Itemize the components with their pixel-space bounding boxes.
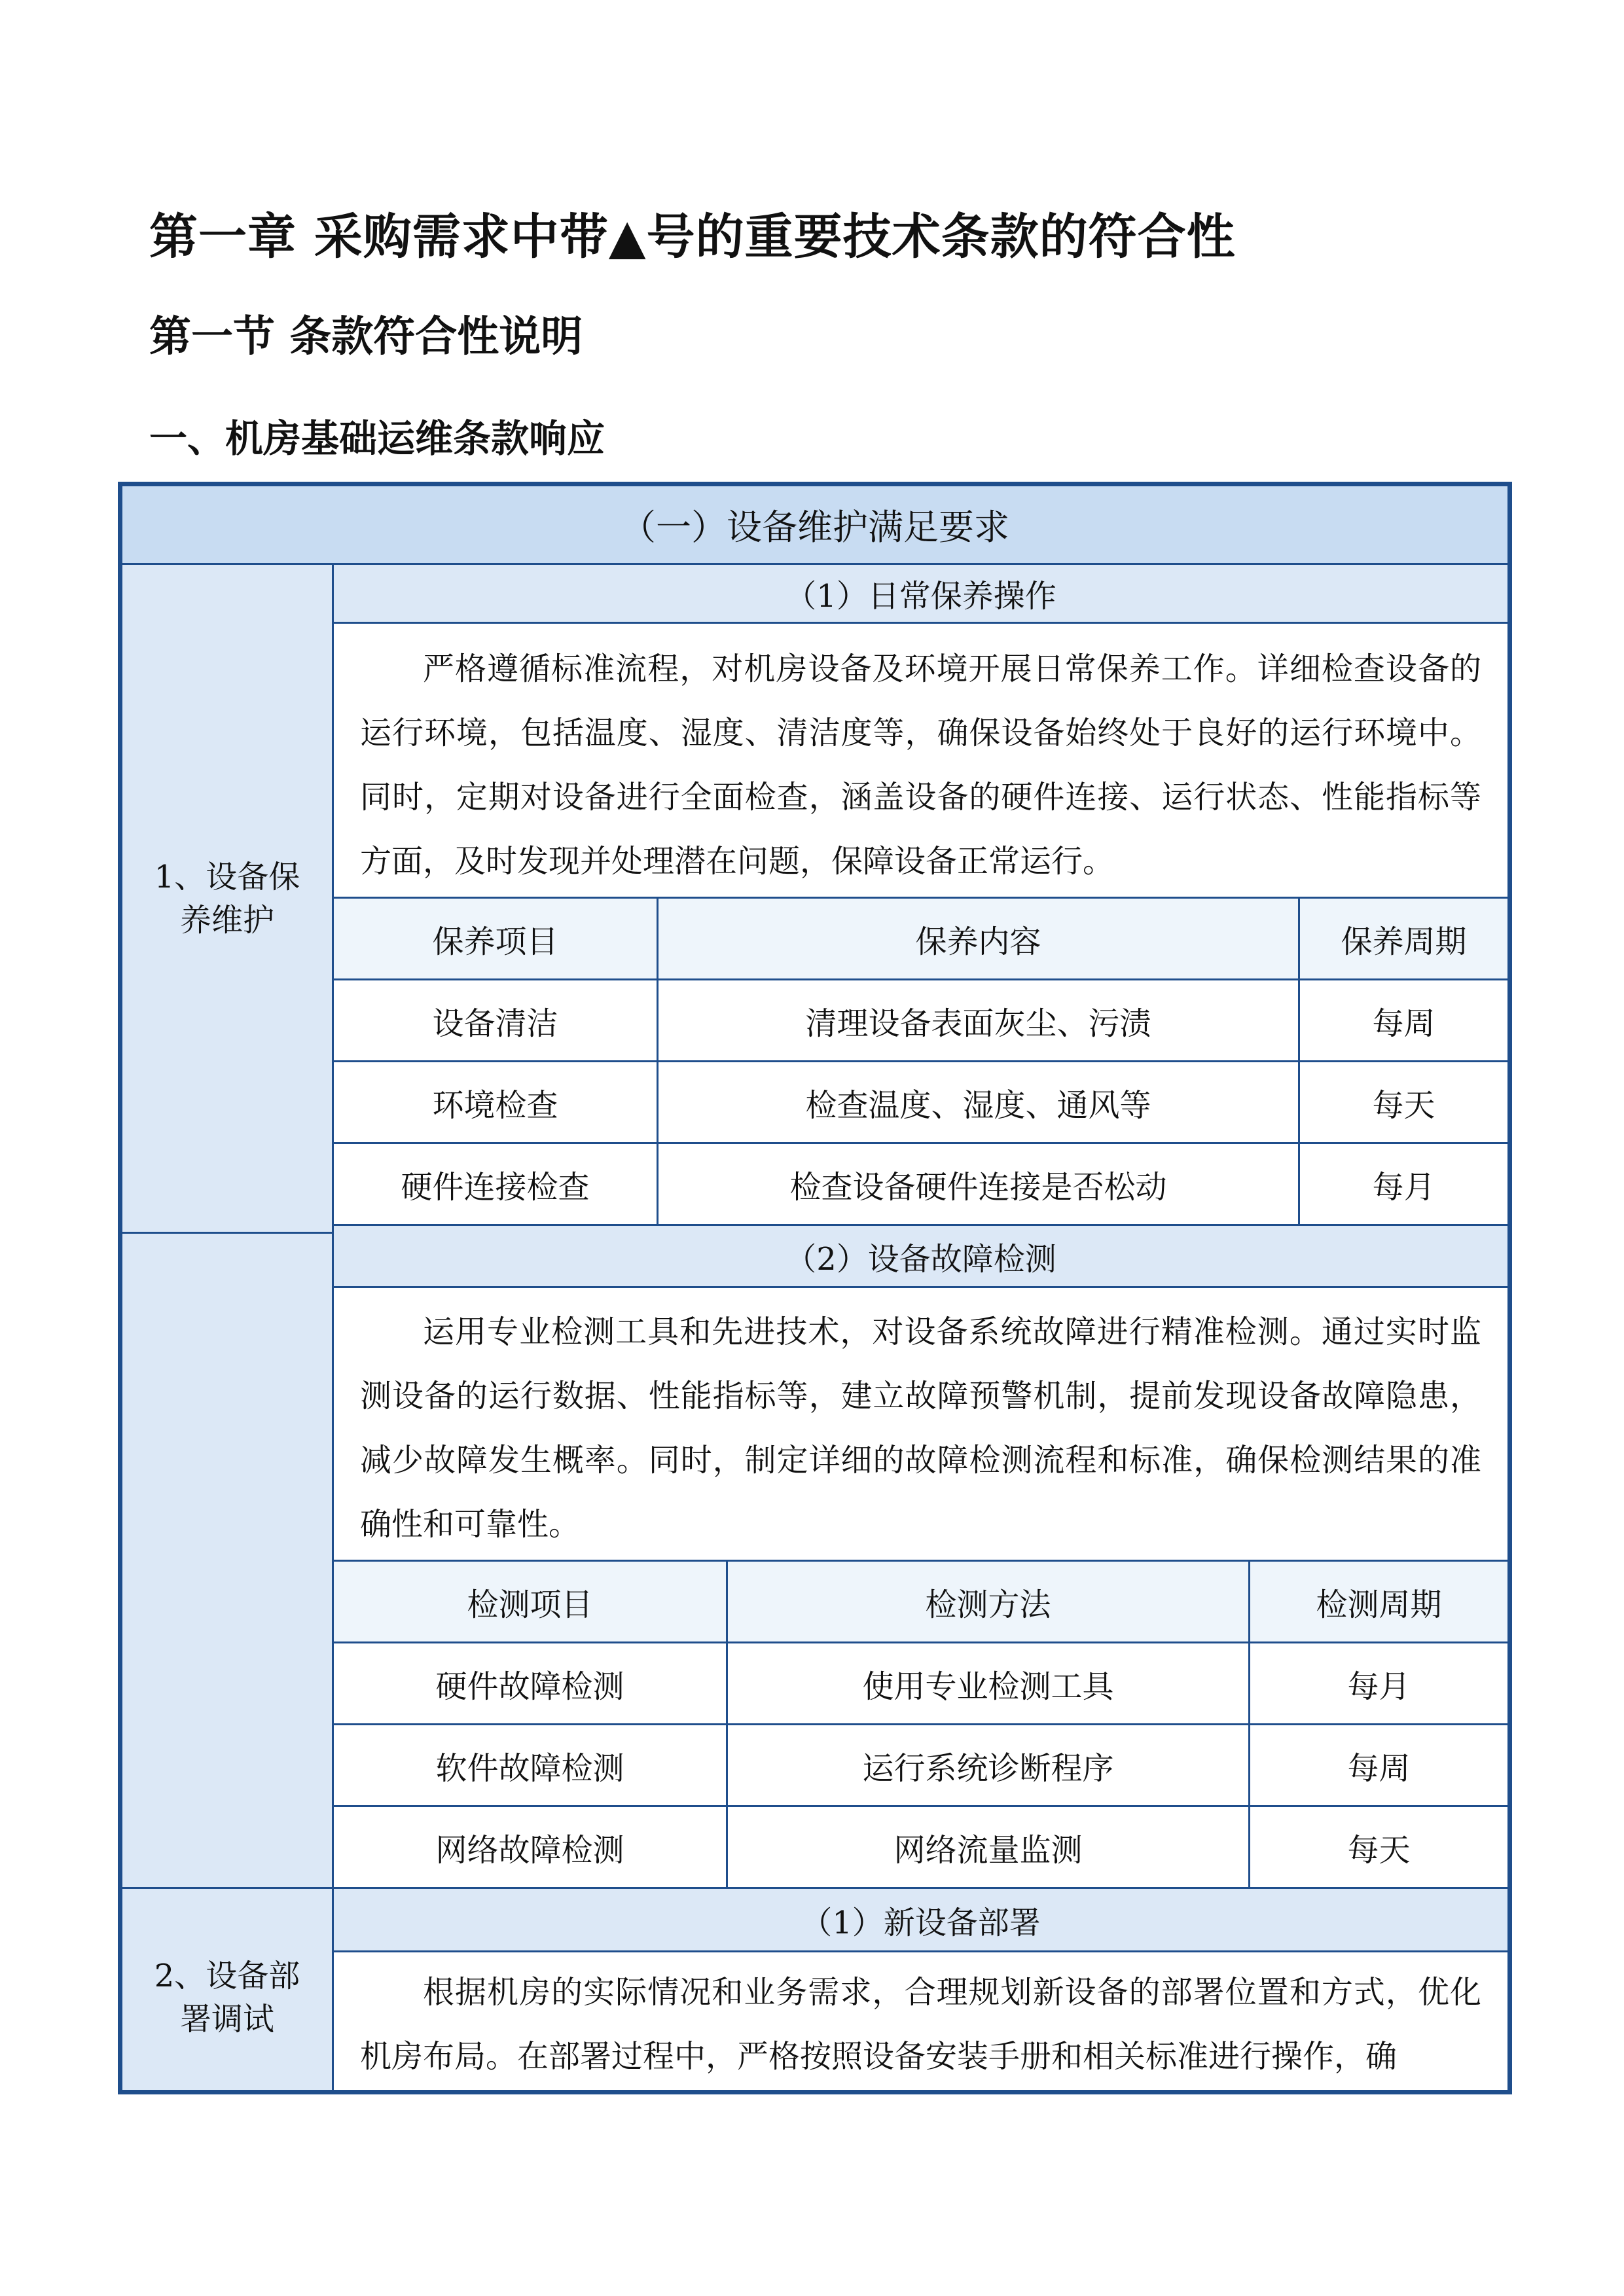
table-cell: 每天 xyxy=(1250,1807,1507,1889)
table-cell: 每周 xyxy=(1250,1725,1507,1807)
column-header: 检测项目 xyxy=(334,1562,728,1643)
table-cell: 环境检查 xyxy=(334,1062,659,1144)
group-label-line: 署调试 xyxy=(179,2001,274,2037)
column-header: 保养项目 xyxy=(334,899,659,980)
column-header: 保养内容 xyxy=(659,899,1300,980)
table-cell: 使用专业检测工具 xyxy=(728,1643,1250,1725)
subsection-title: （1）日常保养操作 xyxy=(334,565,1507,624)
column-header: 检测方法 xyxy=(728,1562,1250,1643)
table-cell: 每月 xyxy=(1300,1144,1507,1226)
group-label-fill xyxy=(122,1234,334,1889)
subsection-title: （1）新设备部署 xyxy=(334,1889,1507,1952)
table-cell: 清理设备表面灰尘、污渍 xyxy=(659,980,1300,1062)
compliance-table xyxy=(118,482,1512,2094)
table-header: （一）设备维护满足要求 xyxy=(122,486,1507,565)
table-cell: 硬件连接检查 xyxy=(334,1144,659,1226)
table-cell: 网络故障检测 xyxy=(334,1807,728,1889)
sub-title: 一、机房基础运维条款响应 xyxy=(149,416,605,461)
subsection-title: （2）设备故障检测 xyxy=(334,1226,1507,1288)
table-cell: 检查设备硬件连接是否松动 xyxy=(659,1144,1300,1226)
table-cell: 网络流量监测 xyxy=(728,1807,1250,1889)
table-cell: 每周 xyxy=(1300,980,1507,1062)
chapter-title: 第一章 采购需求中带▲号的重要技术条款的符合性 xyxy=(149,209,1236,265)
table-cell: 每月 xyxy=(1250,1643,1507,1725)
column-header: 检测周期 xyxy=(1250,1562,1507,1643)
group-label-line: 2、设备部 xyxy=(154,1958,300,1994)
group-label-line: 1、设备保 xyxy=(154,858,300,895)
table-cell: 检查温度、湿度、通风等 xyxy=(659,1062,1300,1144)
table-cell: 软件故障检测 xyxy=(334,1725,728,1807)
group-label-line: 养维护 xyxy=(179,901,274,939)
group-label-deployment xyxy=(122,1889,334,2090)
section-title: 第一节 条款符合性说明 xyxy=(149,313,583,361)
table-cell: 设备清洁 xyxy=(334,980,659,1062)
subsection-paragraph: 运用专业检测工具和先进技术，对设备系统故障进行精准检测。通过实时监测设备的运行数据、性能指标等，建立故障预警机制，提前发现设备故障隐患，减少故障发生概率。同时，制定详细的故障检测流程和标准，确保检测结果的准确性和可靠性。 xyxy=(334,1288,1507,1562)
table-cell: 运行系统诊断程序 xyxy=(728,1725,1250,1807)
column-header: 保养周期 xyxy=(1300,899,1507,980)
subsection-paragraph: 严格遵循标准流程，对机房设备及环境开展日常保养工作。详细检查设备的运行环境，包括温度、湿度、清洁度等，确保设备始终处于良好的运行环境中。同时，定期对设备进行全面检查，涵盖设备的硬件连接、运行状态、性能指标等方面，及时发现并处理潜在问题，保障设备正常运行。 xyxy=(334,624,1507,899)
table-cell: 硬件故障检测 xyxy=(334,1643,728,1725)
subsection-paragraph: 根据机房的实际情况和业务需求，合理规划新设备的部署位置和方式，优化机房布局。在部署过程中，严格按照设备安装手册和相关标准进行操作，确 xyxy=(360,1974,1481,2075)
group-label-maintenance xyxy=(122,565,334,1234)
table-cell: 每天 xyxy=(1300,1062,1507,1144)
